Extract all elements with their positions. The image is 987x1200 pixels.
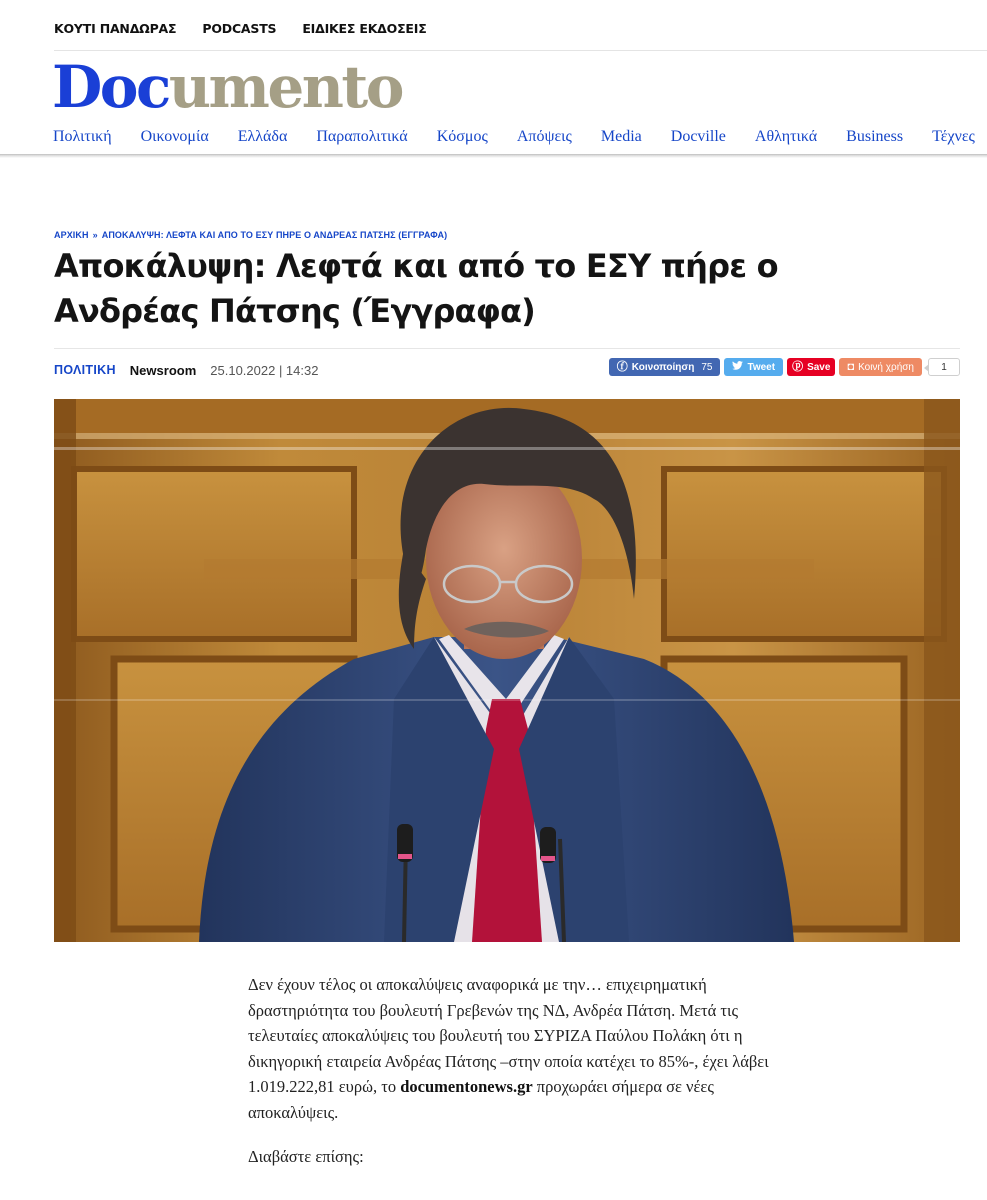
- share-total-count: 1: [928, 358, 960, 376]
- article-title: [54, 244, 934, 334]
- topbar-divider: [54, 50, 987, 51]
- article-author[interactable]: Newsroom: [129, 362, 197, 378]
- nav-item-parapolitics[interactable]: Παραπολιτικά: [316, 128, 408, 145]
- article-body: [248, 972, 808, 1189]
- meta-divider: [54, 348, 960, 349]
- breadcrumb-home[interactable]: ΑΡΧΙΚΗ: [54, 230, 89, 240]
- top-utility-nav: [54, 18, 427, 40]
- topbar-link-podcasts[interactable]: PODCASTS: [202, 21, 277, 36]
- article-date: 25.10.2022 | 14:32: [210, 362, 319, 378]
- nav-item-business[interactable]: Business: [846, 128, 904, 145]
- facebook-icon: ⓕ: [616, 360, 628, 373]
- facebook-share-count: 75: [701, 361, 713, 373]
- breadcrumb-separator: »: [92, 230, 98, 240]
- pinterest-icon: ⓟ: [792, 360, 804, 373]
- paragraph-1-text: Δεν έχουν τέλος οι αποκαλύψεις αναφορικά με την… επιχειρηματική δραστηριότητα του βουλευτή Γρεβενών της ΝΔ, Ανδρέα Πάτση. Μετά τις τελευταίες αποκαλύψεις του βουλευτή του ΣΥΡΙΖΑ Παύλου Πολάκη ότι η δικηγορική εταιρεία Ανδρέας Πάτσης –στην οποία κατέχει το 85%-, έχει λάβει 1.019.222,81 ευρώ, το: [248, 975, 769, 1096]
- tweet-button[interactable]: [724, 358, 783, 376]
- logo-part-doc: Doc: [52, 53, 169, 121]
- nav-item-sports[interactable]: Αθλητικά: [754, 128, 818, 145]
- facebook-share-label: Κοινοποίηση: [631, 361, 695, 373]
- main-nav: [53, 126, 987, 148]
- article-title-line-1: Αποκάλυψη: Λεφτά και από το ΕΣΥ πήρε ο: [54, 247, 778, 285]
- pinterest-save-label: Save: [807, 361, 831, 373]
- facebook-share-button[interactable]: [609, 358, 721, 376]
- documentonews-link[interactable]: documentonews.gr: [400, 1077, 533, 1096]
- share-icon: ◘: [847, 360, 855, 373]
- article-hero-image: [54, 399, 960, 942]
- article-meta: [54, 360, 318, 380]
- nav-item-arts[interactable]: Τέχνες: [932, 128, 975, 145]
- share-label: Κοινή χρήση: [858, 361, 914, 373]
- breadcrumb-current: ΑΠΟΚΑΛΥΨΗ: ΛΕΦΤΑ ΚΑΙ ΑΠΟ ΤΟ ΕΣΥ ΠΗΡΕ Ο ΑΝΔΡΕΑΣ ΠΑΤΣΗΣ (ΕΓΓΡΑΦΑ): [101, 230, 448, 240]
- article-paragraph-2: Διαβάστε επίσης:: [248, 1147, 364, 1166]
- topbar-link-pandora[interactable]: ΚΟΥΤΙ ΠΑΝΔΩΡΑΣ: [54, 21, 177, 36]
- article-category[interactable]: ΠΟΛΙΤΙΚΗ: [54, 363, 116, 377]
- pinterest-save-button[interactable]: [787, 358, 835, 376]
- article-title-line-2: Ανδρέας Πάτσης (Έγγραφα): [54, 292, 535, 330]
- paragraph-1-tail: προχωράει σήμερα σε νέες αποκαλύψεις.: [248, 1077, 714, 1122]
- topbar-link-special-editions[interactable]: ΕΙΔΙΚΕΣ ΕΚΔΟΣΕΙΣ: [302, 21, 427, 36]
- share-bar: [609, 358, 960, 376]
- breadcrumb: [54, 229, 447, 241]
- article-paragraph-1: [248, 972, 808, 1125]
- logo-part-umento: umento: [168, 53, 402, 121]
- nav-item-world[interactable]: Κόσμος: [436, 128, 488, 145]
- nav-item-economy[interactable]: Οικονομία: [140, 128, 209, 145]
- nav-item-opinions[interactable]: Απόψεις: [516, 128, 572, 145]
- nav-item-politics[interactable]: Πολιτική: [53, 128, 112, 145]
- twitter-bird-icon: [732, 361, 743, 373]
- tweet-label: Tweet: [747, 361, 776, 373]
- nav-item-docville[interactable]: Docville: [670, 128, 726, 145]
- share-button[interactable]: [839, 358, 922, 376]
- nav-item-media[interactable]: Media: [600, 128, 642, 145]
- nav-item-greece[interactable]: Ελλάδα: [237, 128, 288, 145]
- site-logo[interactable]: [52, 54, 402, 120]
- nav-shadow: [0, 154, 987, 158]
